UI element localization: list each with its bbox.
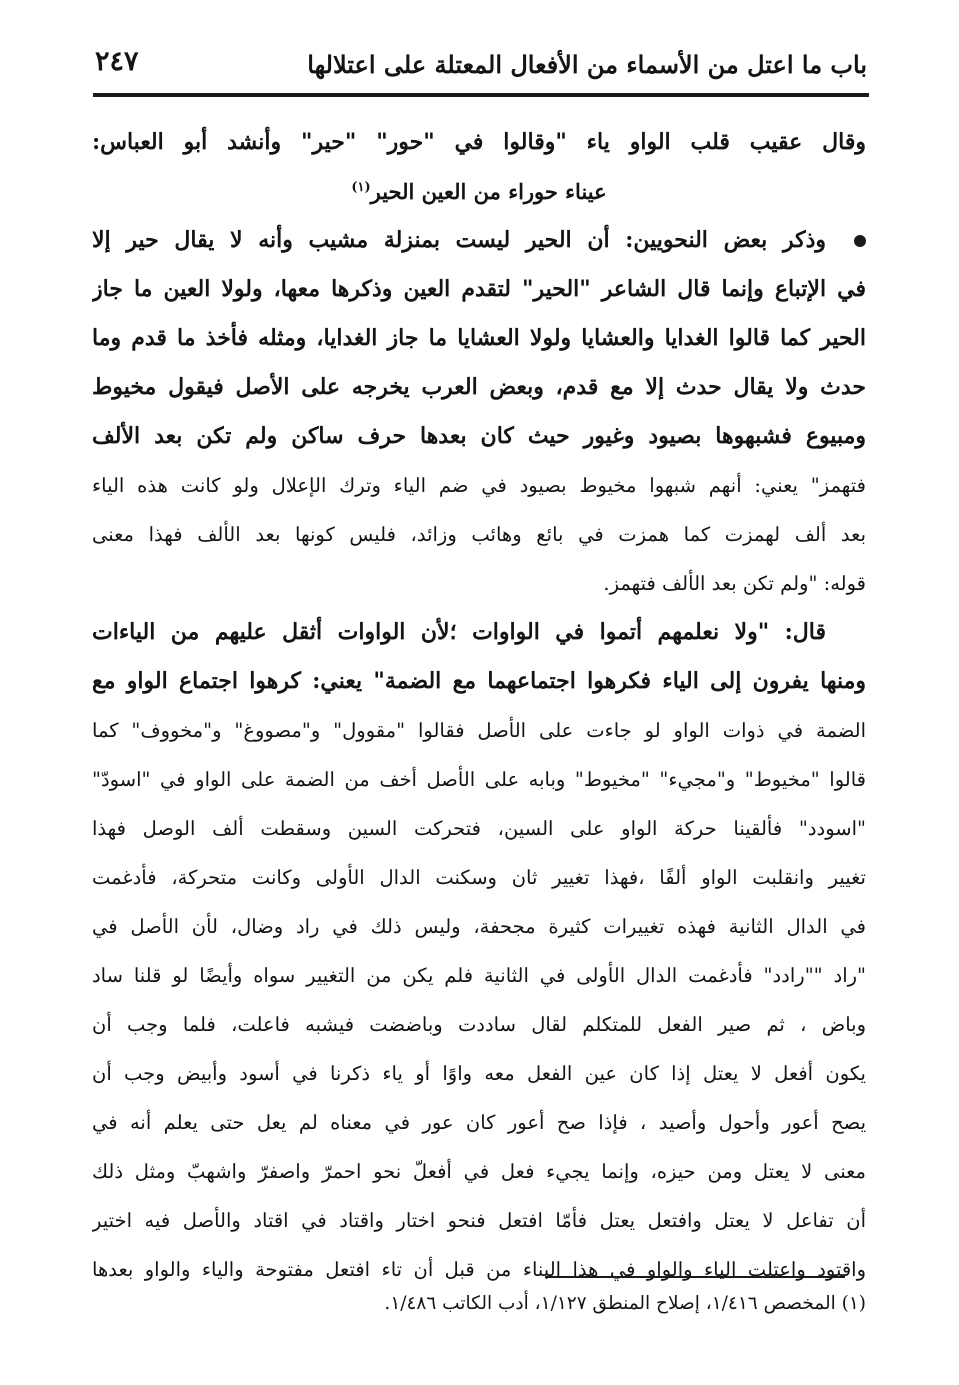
text-line bbox=[92, 216, 866, 265]
text-line: في الإتباع وإنما قال الشاعر "الحير" لتقدم العين وذكرها معها، ولولا العين ما جاز bbox=[92, 276, 866, 302]
header-rule bbox=[93, 93, 869, 97]
text-line: حدث ولا يقال حدث إلا مع قدم، وبعض العرب يخرجه على الأصل فيقول مخيوط bbox=[92, 374, 866, 400]
text-line: أن تفاعل لا يعتل وافتعل يعتل فأمّا افتعل فنحو اختار واقتاد في اقتاد والأصل فيه اختير bbox=[92, 1209, 866, 1232]
verse-line bbox=[92, 167, 866, 216]
text-line: قالوا "مخيوط" و"مجيء" "مخيوط" وبابه على الأصل أخف من الضمة على الواو في "اسودّ" bbox=[92, 768, 866, 791]
text-line-content: وذكر بعض النحويين: أن الحير ليست بمنزلة مشيب وأنه لا يقال حير إلا bbox=[92, 227, 826, 253]
text-line: يصح أعور وأحول وأصيد ، فإذا صح أعور كان عور في معناه لم يعل حتى يعلم أنه في bbox=[92, 1111, 866, 1134]
text-line: "راد ""رادد" فأدغمت الدال الأولى في الثانية فلم يكن من التغيير سواه وأيضًا لو قلنا ساد bbox=[92, 964, 866, 987]
body-text bbox=[92, 118, 866, 1294]
text-line: قوله: "ولم تكن بعد الألف فتهمز. bbox=[603, 572, 866, 595]
footnote-marker: (١) bbox=[351, 180, 371, 195]
text-line: قال: "ولا نعلمهم أتموا في الواوات ؛لأن الواوات أثقل عليهم من الياءات bbox=[92, 619, 826, 645]
text-line: ومبيوع فشبهوها بصيود وغيور حيث كان بعدها حرف ساكن ولم تكن بعد الألف bbox=[92, 423, 866, 449]
text-line: الضمة في ذوات الواو لو جاءت على الأصل فقالوا "مقوول" و"مصووغ" و"مخووف" كما bbox=[92, 719, 866, 742]
text-line: تغيير وانقلبت الواو ألفًا ،فهذا تغيير ثان وسكنت الدال الأولى وكانت متحركة، فأدغمت bbox=[92, 866, 866, 889]
text-line: في الدال الثانية فهذه تغييرات كثيرة مجحفة، وليس ذلك في راد وضال، لأن الأصل في bbox=[92, 915, 866, 938]
chapter-title: باب ما اعتل من الأسماء من الأفعال المعتلة على اعتلالها bbox=[307, 50, 867, 79]
text-line: واقتود واعتلت الياء والواو في هذا البناء من قبل أن تاء افتعل مفتوحة والياء والواو بعدها bbox=[92, 1258, 866, 1281]
text-line: يكون أفعل لا يعتل إذا كان عين الفعل معه واوًا أو ياء ذكرنا في أسود وأبيض وجب أن bbox=[92, 1062, 866, 1085]
bullet-icon bbox=[854, 235, 866, 247]
text-line: معنى لا يعتل ومن حيزه، وإنما يجيء فعل في أفعلّ نحو احمرّ واصفرّ واشهبّ ومثل ذلك bbox=[92, 1160, 866, 1183]
text-line: "اسودد" فألقينا حركة الواو على السين، فتحركت السين وسقطت ألف الوصل فهذا bbox=[92, 817, 866, 840]
footnote: (١) المخصص ١/٤١٦، إصلاح المنطق ١/١٢٧، أدب الكاتب ١/٤٨٦. bbox=[384, 1293, 866, 1314]
footnote-rule bbox=[545, 1276, 845, 1278]
text-line: الحير كما قالوا الغدايا والعشايا ولولا العشايا ما جاز الغدايا، ومثله فأخذ ما قدم وما bbox=[92, 325, 866, 351]
text-line: وباض ، ثم صير الفعل للمتكلم لقال ساددت وباضضت فيشبه فاعلت، فلما وجب أن bbox=[92, 1013, 866, 1036]
running-header bbox=[95, 42, 867, 94]
text-line: فتهمز" يعني: أنهم شبهوا مخيوط بصيود في ضم الياء وترك الإعلال ولو كانت هذه الياء bbox=[92, 474, 866, 497]
verse-text: عيناء حوراء من العين الحير bbox=[370, 179, 607, 204]
text-line: ومنها يفرون إلى الياء فكرهوا اجتماعهما مع الضمة" يعني: كرهوا اجتماع الواو مع bbox=[92, 668, 866, 694]
text-line: بعد ألف لهمزت كما همزت في بائع وهائب وزائد، فليس كونها بعد الألف فهذا معنى bbox=[92, 523, 866, 546]
page-number: ٢٤٧ bbox=[95, 46, 139, 77]
text-line: وقال عقيب قلب الواو ياء "وقالوا في "حور" "حير" وأنشد أبو العباس: bbox=[92, 129, 866, 155]
